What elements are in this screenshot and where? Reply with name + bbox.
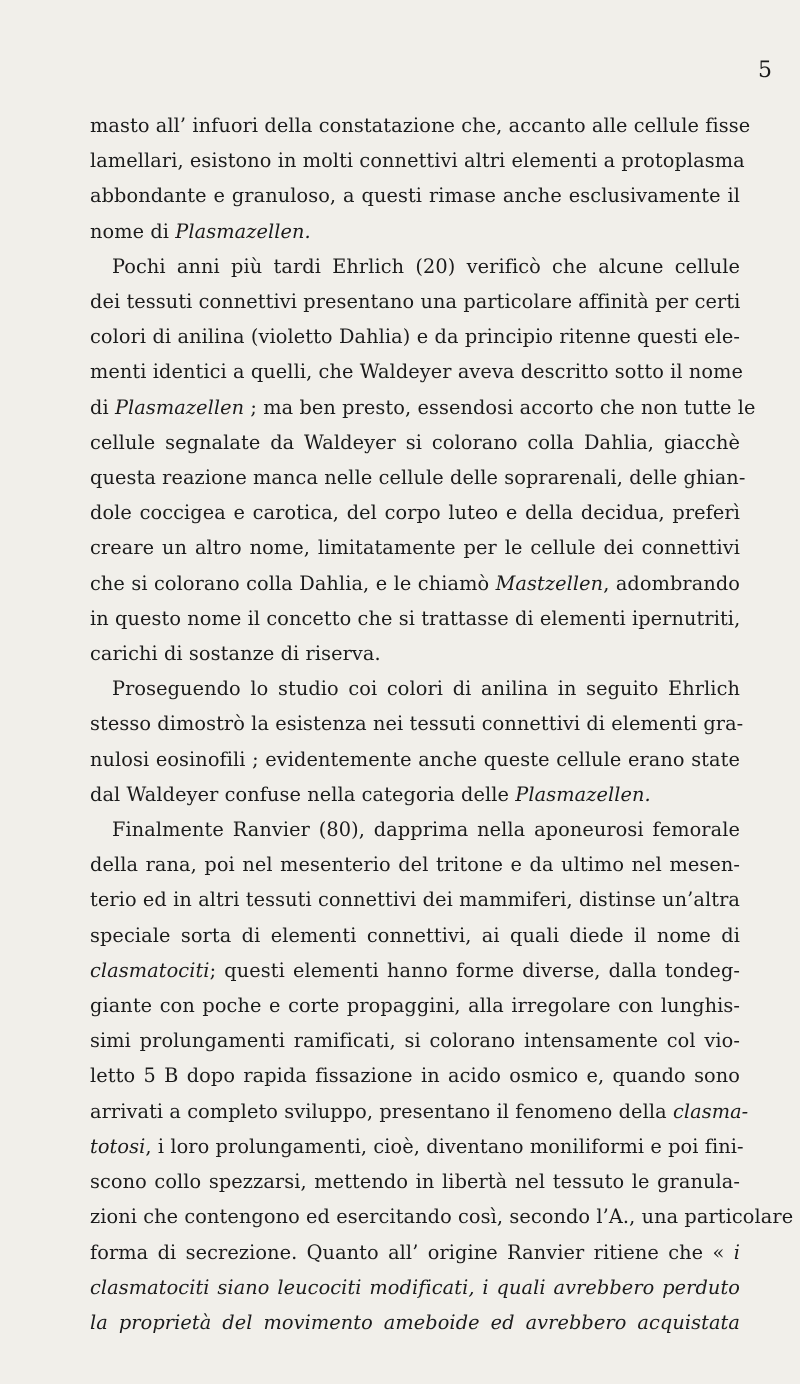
text-line: [90, 1164, 740, 1199]
text-line: [90, 988, 740, 1023]
text-segment: cellule segnalate da Waldeyer si colorano colla Dahlia, giacchè: [90, 430, 740, 454]
text-line: [90, 1199, 794, 1234]
text-segment: scono collo spezzarsi, mettendo in libertà nel tessuto le granula-: [90, 1170, 740, 1194]
text-segment: zioni che contengono ed esercitando così, secondo l’A., una particolare: [90, 1205, 794, 1229]
text-segment: dal Waldeyer confuse nella categoria delle: [90, 782, 516, 806]
text-segment: dei tessuti connettivi presentano una particolare affinità per certi: [90, 290, 741, 314]
text-segment: lamellari, esistono in molti connettivi altri elementi a protoplasma: [90, 149, 745, 173]
text-segment: giante con poche e corte propaggini, alla irregolare con lunghis-: [90, 994, 740, 1018]
text-segment: dole coccigea e carotica, del corpo luteo e della decidua, preferì: [90, 501, 740, 525]
text-line: [90, 812, 740, 847]
text-line: [90, 636, 740, 671]
text-segment: speciale sorta di elementi connettivi, ai quali diede il nome di: [90, 923, 740, 947]
italic-text: clasma-: [672, 1099, 749, 1123]
text-segment: forma di secrezione. Quanto all’ origine Ranvier ritiene che «: [90, 1240, 734, 1264]
text-segment: letto 5 B dopo rapida fissazione in acido osmico e, quando sono: [90, 1064, 740, 1088]
italic-text: Plasmazellen.: [515, 782, 651, 806]
text-line: [90, 249, 740, 284]
text-line: [90, 108, 751, 143]
text-line: [90, 319, 740, 354]
italic-text: i: [733, 1240, 740, 1264]
text-line: [90, 284, 740, 319]
body-text: [90, 108, 794, 1340]
text-line: [90, 1270, 740, 1305]
text-line: [90, 847, 740, 882]
italic-text: Plasmazellen: [114, 395, 245, 419]
text-segment: abbondante e granuloso, a questi rimase anche esclusivamente il: [90, 184, 740, 208]
text-line: [90, 178, 740, 213]
text-line: [90, 566, 740, 601]
text-segment: terio ed in altri tessuti connettivi dei mammiferi, distinse un’altra: [90, 888, 740, 912]
text-segment: menti identici a quelli, che Waldeyer aveva descritto sotto il nome: [90, 360, 744, 384]
text-segment: che si colorano colla Dahlia, e le chiamò: [90, 571, 496, 595]
italic-text: clasmatociti: [90, 958, 210, 982]
text-line: [90, 777, 740, 812]
text-line: [90, 706, 744, 741]
text-line: [90, 1023, 740, 1058]
text-line: [90, 601, 740, 636]
text-segment: creare un altro nome, limitatamente per le cellule dei connettivi: [90, 536, 740, 560]
italic-text: Mastzellen: [495, 571, 604, 595]
text-line: [90, 143, 745, 178]
text-segment: masto all’ infuori della constatazione che, accanto alle cellule fisse: [90, 114, 751, 137]
italic-text: clasmatociti siano leucociti modificati, i quali avrebbero perduto: [90, 1275, 740, 1299]
italic-text: totosi: [90, 1134, 146, 1158]
text-segment: ; questi elementi hanno forme diverse, dalla tondeg-: [209, 958, 740, 982]
text-segment: , adombrando: [603, 571, 740, 595]
text-segment: questa reazione manca nelle cellule delle soprarenali, delle ghian-: [90, 466, 746, 490]
text-line: [90, 214, 740, 249]
text-segment: Pochi anni più tardi Ehrlich (20) verificò che alcune cellule: [112, 254, 740, 278]
text-line: [90, 425, 740, 460]
text-segment: stesso dimostrò la esistenza nei tessuti connettivi di elementi gra-: [90, 712, 744, 736]
text-segment: della rana, poi nel mesenterio del tritone e da ultimo nel mesen-: [90, 853, 740, 877]
text-line: [90, 1094, 749, 1129]
text-segment: Finalmente Ranvier (80), dapprima nella aponeurosi femorale: [112, 818, 740, 842]
text-line: [90, 1058, 740, 1093]
text-segment: nome di: [90, 219, 176, 243]
text-line: [90, 1305, 740, 1340]
text-line: [90, 390, 756, 425]
italic-text: la proprietà del movimento ameboide ed avrebbero acquistata: [90, 1310, 740, 1334]
text-line: [90, 953, 740, 988]
text-segment: ; ma ben presto, essendosi accorto che non tutte le: [244, 395, 756, 419]
text-segment: arrivati a completo sviluppo, presentano il fenomeno della: [90, 1099, 673, 1123]
text-line: [90, 354, 744, 389]
text-segment: simi prolungamenti ramificati, si colorano intensamente col vio-: [90, 1029, 740, 1053]
italic-text: Plasmazellen.: [175, 219, 311, 243]
text-segment: in questo nome il concetto che si trattasse di elementi ipernutriti,: [90, 606, 741, 630]
text-line: [90, 1235, 740, 1270]
text-segment: di: [90, 395, 115, 419]
page-number: 5: [758, 58, 772, 83]
text-line: [90, 460, 746, 495]
text-segment: colori di anilina (violetto Dahlia) e da principio ritenne questi ele-: [90, 325, 740, 349]
text-line: [90, 495, 740, 530]
text-line: [90, 742, 740, 777]
text-line: [90, 918, 740, 953]
text-segment: nulosi eosinofili ; evidentemente anche queste cellule erano state: [90, 747, 740, 771]
text-line: [90, 1129, 744, 1164]
text-line: [90, 882, 740, 917]
text-line: [90, 530, 740, 565]
text-segment: carichi di sostanze di riserva.: [90, 642, 381, 666]
text-line: [90, 671, 740, 706]
text-segment: , i loro prolungamenti, cioè, diventano moniliformi e poi fini-: [145, 1134, 744, 1158]
text-segment: Proseguendo lo studio coi colori di anilina in seguito Ehrlich: [112, 677, 740, 701]
